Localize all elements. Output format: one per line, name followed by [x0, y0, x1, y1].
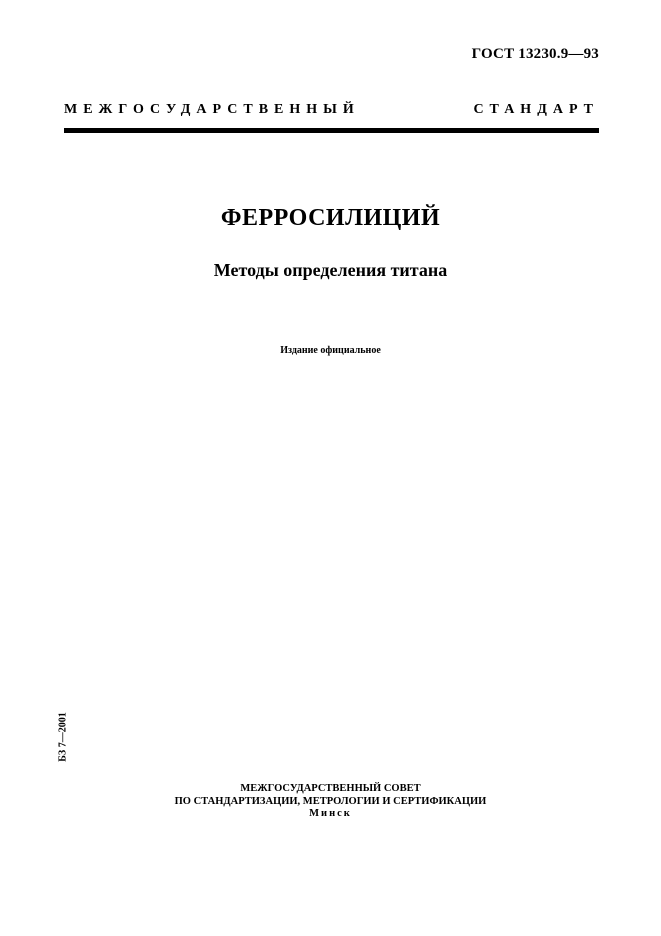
- side-code-container: [53, 706, 73, 768]
- document-subtitle: Методы определения титана: [213, 260, 448, 280]
- publisher-line-2: ПО СТАНДАРТИЗАЦИИ, МЕТРОЛОГИИ И СЕРТИФИКАЦИИ: [174, 795, 487, 807]
- side-code: БЗ 7—2001: [57, 712, 69, 762]
- publisher-city: Минск: [309, 808, 352, 819]
- edition-label: Издание официальное: [280, 345, 381, 356]
- document-code: ГОСТ 13230.9—93: [471, 46, 599, 62]
- publisher-block: [0, 783, 661, 821]
- publisher-line-1: МЕЖГОСУДАРСТВЕННЫЙ СОВЕТ: [240, 783, 421, 794]
- document-title: ФЕРРОСИЛИЦИЙ: [220, 205, 441, 231]
- header-rule: [64, 128, 599, 133]
- standard-category: МЕЖГОСУДАРСТВЕННЫЙ СТАНДАРТ: [64, 102, 599, 117]
